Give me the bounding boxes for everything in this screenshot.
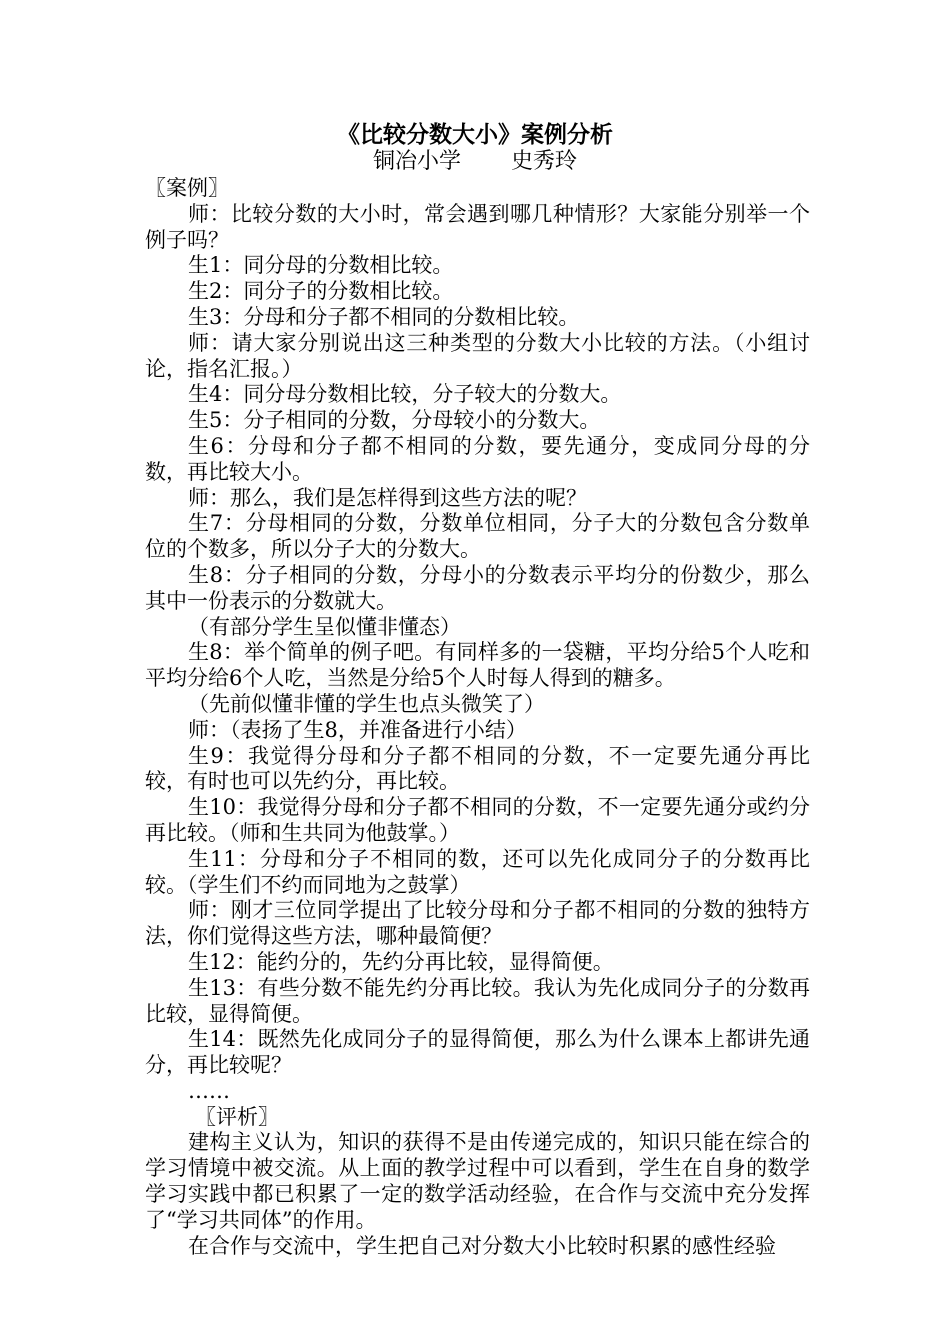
author-name: 史秀玲	[511, 149, 578, 174]
paragraph: 生14：既然先化成同分子的显得简便，那么为什么课本上都讲先通分，再比较呢？	[145, 1027, 810, 1078]
paragraph: 生10：我觉得分母和分子都不相同的分数，不一定要先通分或约分再比较。（师和生共同为他鼓掌。）	[145, 795, 810, 845]
paragraph: 在合作与交流中，学生把自己对分数大小比较时积累的感性经验	[188, 1233, 776, 1258]
school-name: 铜冶小学	[372, 149, 461, 174]
paragraph: 生2：同分子的分数相比较。	[188, 279, 454, 304]
paragraph: 师：刚才三位同学提出了比较分母和分子都不相同的分数的独特方法，你们觉得这些方法，哪种最简便？	[145, 898, 810, 949]
paragraph: 生8：举个简单的例子吧。有同样多的一袋糖，平均分给5个人吃和平均分给6个人吃，当然是分给5个人时每人得到的糖多。	[145, 640, 810, 691]
paragraph: 生13：有些分数不能先约分再比较。我认为先化成同分子的分数再比较，显得简便。	[145, 975, 810, 1026]
document-body	[145, 176, 810, 1259]
author-line	[0, 148, 950, 176]
paragraph: 建构主义认为，知识的获得不是由传递完成的，知识只能在综合的学习情境中被交流。从上面的教学过程中可以看到，学生在自身的数学学习实践中都已积累了一定的数学活动经验，在合作与交流中充分发挥了“学习共同体”的作用。	[145, 1130, 810, 1232]
paragraph: 师：（表扬了生8，并准备进行小结）	[188, 717, 527, 742]
document-title: 《比较分数大小》案例分析	[337, 121, 613, 148]
paragraph: 生7：分母相同的分数，分数单位相同，分子大的分数包含分数单位的个数多，所以分子大的分数大。	[145, 511, 810, 562]
paragraph: 生12：能约分的，先约分再比较，显得简便。	[188, 949, 614, 974]
paragraph: 生5：分子相同的分数，分母较小的分数大。	[188, 408, 601, 433]
section-heading-case: 〖案例〗	[145, 176, 229, 200]
paragraph: （有部分学生呈似懂非懂态）	[188, 614, 461, 639]
section-heading-analysis: 〖评析〗	[195, 1104, 279, 1129]
paragraph: 生9：我觉得分母和分子都不相同的分数，不一定要先通分再比较，有时也可以先约分，再比较。	[145, 743, 810, 794]
paragraph: （先前似懂非懂的学生也点头微笑了）	[188, 691, 545, 716]
paragraph: 生11：分母和分子不相同的数，还可以先化成同分子的分数再比较。（学生们不约而同地为之鼓掌）	[145, 846, 810, 897]
paragraph: 师：那么，我们是怎样得到这些方法的呢？	[188, 485, 587, 510]
ellipsis: ……	[188, 1078, 230, 1103]
paragraph: 生4：同分母分数相比较，分子较大的分数大。	[188, 382, 622, 407]
paragraph: 生3：分母和分子都不相同的分数相比较。	[188, 304, 580, 329]
paragraph: 师：请大家分别说出这三种类型的分数大小比较的方法。（小组讨论，指名汇报。）	[145, 330, 810, 381]
paragraph: 生1：同分母的分数相比较。	[188, 253, 454, 278]
paragraph: 师：比较分数的大小时，常会遇到哪几种情形？大家能分别举一个例子吗？	[145, 201, 810, 252]
paragraph: 生6：分母和分子都不相同的分数，要先通分，变成同分母的分数，再比较大小。	[145, 433, 810, 484]
paragraph: 生8：分子相同的分数，分母小的分数表示平均分的份数少，那么其中一份表示的分数就大。	[145, 562, 810, 613]
